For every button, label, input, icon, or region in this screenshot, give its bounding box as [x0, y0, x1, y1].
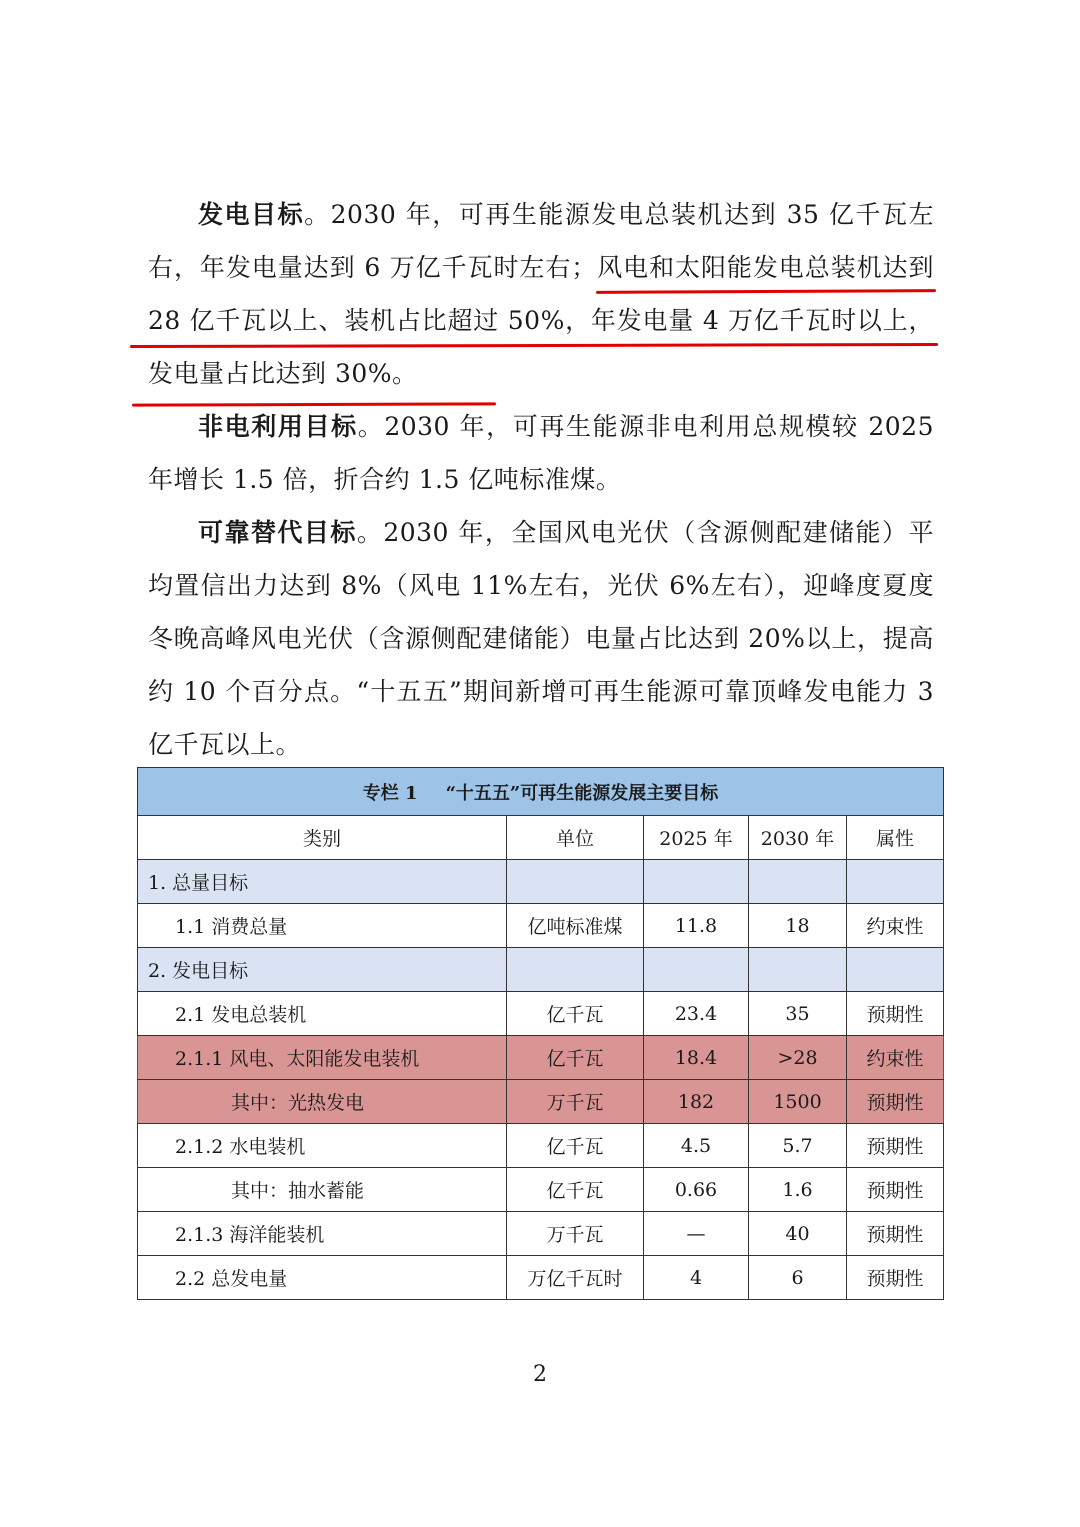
cell-attribute: 预期性 [847, 1212, 944, 1256]
cell-unit: 亿千瓦 [507, 1124, 644, 1168]
cell-2025 [644, 860, 749, 904]
cell-2030: >28 [749, 1036, 847, 1080]
table-row [138, 1124, 944, 1168]
cell-attribute: 预期性 [847, 1080, 944, 1124]
caption-number: 专栏 1 [362, 782, 418, 804]
cell-unit: 亿千瓦 [507, 1036, 644, 1080]
table-row [138, 860, 944, 904]
cell-2030: 6 [749, 1256, 847, 1300]
cell-unit: 万千瓦 [507, 1212, 644, 1256]
cell-unit: 亿千瓦 [507, 1168, 644, 1212]
cell-attribute: 预期性 [847, 1124, 944, 1168]
cell-category: 其中：抽水蓄能 [138, 1168, 507, 1212]
header-2025: 2025 年 [644, 816, 749, 860]
cell-2030: 1500 [749, 1080, 847, 1124]
table-caption [138, 768, 944, 816]
table-row-highlighted [138, 1036, 944, 1080]
header-2030: 2030 年 [749, 816, 847, 860]
table-row [138, 1212, 944, 1256]
cell-attribute: 约束性 [847, 904, 944, 948]
cell-2030: 18 [749, 904, 847, 948]
paragraph-text: 。2030 年，可再生能源发电总装机达到 35 亿千瓦左右，年发电量达到 6 万亿千瓦时左右；风电和太阳能发电总装机达到 28 亿千瓦以上、装机占比超过 50%，年发电量 4 万亿千瓦时以上，发电量占比达到 30%。 [148, 200, 934, 388]
table-row-highlighted [138, 1080, 944, 1124]
cell-unit [507, 948, 644, 992]
paragraph-generation-target [148, 188, 934, 400]
cell-attribute [847, 860, 944, 904]
cell-2030 [749, 948, 847, 992]
cell-attribute: 预期性 [847, 1168, 944, 1212]
cell-2025: 182 [644, 1080, 749, 1124]
cell-2025: 0.66 [644, 1168, 749, 1212]
cell-attribute: 预期性 [847, 1256, 944, 1300]
cell-2025: 18.4 [644, 1036, 749, 1080]
cell-category: 2.1 发电总装机 [138, 992, 507, 1036]
header-attribute: 属性 [847, 816, 944, 860]
body-text [148, 188, 934, 771]
cell-category: 1.1 消费总量 [138, 904, 507, 948]
cell-category: 2. 发电目标 [138, 948, 507, 992]
cell-2025: — [644, 1212, 749, 1256]
cell-2030: 40 [749, 1212, 847, 1256]
cell-2030: 35 [749, 992, 847, 1036]
cell-2030 [749, 860, 847, 904]
cell-2025: 11.8 [644, 904, 749, 948]
header-category: 类别 [138, 816, 507, 860]
table-caption-row [138, 768, 944, 816]
table-row [138, 904, 944, 948]
table-row [138, 948, 944, 992]
cell-category: 2.1.1 风电、太阳能发电装机 [138, 1036, 507, 1080]
cell-category: 2.2 总发电量 [138, 1256, 507, 1300]
paragraph-text: 。2030 年，全国风电光伏（含源侧配建储能）平均置信出力达到 8%（风电 11%左右，光伏 6%左右），迎峰度夏度冬晚高峰风电光伏（含源侧配建储能）电量占比达到 20%以上，提高约 10 个百分点。“十五五”期间新增可再生能源可靠顶峰发电能力 3 亿千瓦以上。 [148, 518, 934, 759]
paragraph-non-power-target [148, 400, 934, 506]
header-unit: 单位 [507, 816, 644, 860]
cell-2025: 4 [644, 1256, 749, 1300]
caption-title: “十五五”可再生能源发展主要目标 [445, 782, 719, 804]
cell-attribute: 预期性 [847, 992, 944, 1036]
cell-2025: 4.5 [644, 1124, 749, 1168]
cell-unit: 万千瓦 [507, 1080, 644, 1124]
cell-category: 2.1.2 水电装机 [138, 1124, 507, 1168]
cell-unit: 亿千瓦 [507, 992, 644, 1036]
table-header-row [138, 816, 944, 860]
paragraph-text: 。2030 年，可再生能源非电利用总规模较 2025 年增长 1.5 倍，折合约 1.5 亿吨标准煤。 [148, 412, 934, 494]
cell-category: 1. 总量目标 [138, 860, 507, 904]
paragraph-lead: 发电目标 [198, 200, 305, 229]
paragraph-lead: 非电利用目标 [198, 412, 358, 441]
paragraph-lead: 可靠替代目标 [198, 518, 357, 547]
cell-unit: 亿吨标准煤 [507, 904, 644, 948]
table-row [138, 992, 944, 1036]
paragraph-reliable-substitution-target [148, 506, 934, 771]
cell-unit: 万亿千瓦时 [507, 1256, 644, 1300]
cell-2025: 23.4 [644, 992, 749, 1036]
cell-category: 2.1.3 海洋能装机 [138, 1212, 507, 1256]
table-row [138, 1168, 944, 1212]
cell-2030: 5.7 [749, 1124, 847, 1168]
cell-2025 [644, 948, 749, 992]
cell-attribute [847, 948, 944, 992]
page-number: 2 [533, 1362, 547, 1387]
cell-attribute: 约束性 [847, 1036, 944, 1080]
cell-2030: 1.6 [749, 1168, 847, 1212]
cell-unit [507, 860, 644, 904]
table-row [138, 1256, 944, 1300]
cell-category: 其中：光热发电 [138, 1080, 507, 1124]
targets-table [137, 767, 944, 1300]
